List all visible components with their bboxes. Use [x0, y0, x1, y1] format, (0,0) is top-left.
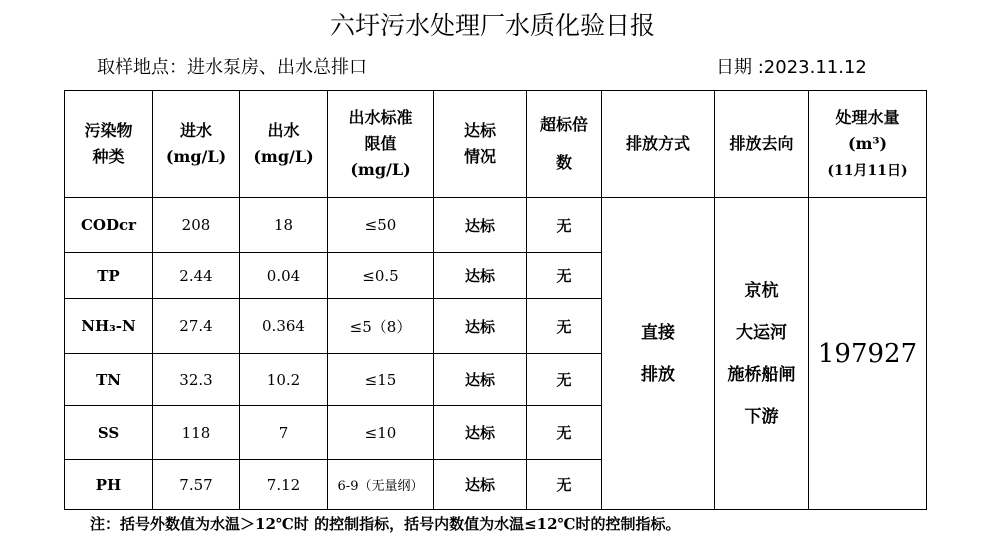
header-inflow: 进水 (mg/L)	[153, 91, 240, 198]
header-discharge-dest: 排放去向	[715, 91, 809, 198]
inflow-cell: 27.4	[153, 299, 240, 354]
limit-cell: ≤0.5	[328, 253, 434, 299]
status-cell: 达标	[434, 299, 527, 354]
outflow-cell: 0.364	[240, 299, 328, 354]
exceed-cell: 无	[527, 354, 602, 406]
outflow-cell: 7	[240, 406, 328, 460]
limit-cell: ≤5（8）	[328, 299, 434, 354]
outflow-cell: 10.2	[240, 354, 328, 406]
exceed-cell: 无	[527, 406, 602, 460]
outflow-cell: 18	[240, 198, 328, 253]
header-volume: 处理水量 (m³) (11月11日)	[809, 91, 927, 198]
volume-cell: 197927	[809, 198, 927, 510]
pollutant-cell: PH	[65, 460, 153, 510]
status-cell: 达标	[434, 198, 527, 253]
status-cell: 达标	[434, 354, 527, 406]
pollutant-cell: SS	[65, 406, 153, 460]
status-cell: 达标	[434, 406, 527, 460]
limit-cell: ≤50	[328, 198, 434, 253]
limit-cell: ≤10	[328, 406, 434, 460]
pollutant-cell: CODcr	[65, 198, 153, 253]
limit-cell: 6-9（无量纲）	[328, 460, 434, 510]
header-status: 达标 情况	[434, 91, 527, 198]
exceed-cell: 无	[527, 198, 602, 253]
inflow-cell: 2.44	[153, 253, 240, 299]
status-cell: 达标	[434, 253, 527, 299]
sampling-location: 取样地点：进水泵房、出水总排口	[97, 57, 367, 78]
pollutant-cell: TP	[65, 253, 153, 299]
discharge-method-cell: 直接 排放	[602, 198, 715, 510]
exceed-cell: 无	[527, 299, 602, 354]
inflow-cell: 208	[153, 198, 240, 253]
inflow-cell: 32.3	[153, 354, 240, 406]
table-row	[65, 198, 927, 253]
outflow-cell: 7.12	[240, 460, 328, 510]
pollutant-cell: TN	[65, 354, 153, 406]
inflow-cell: 7.57	[153, 460, 240, 510]
exceed-cell: 无	[527, 253, 602, 299]
status-cell: 达标	[434, 460, 527, 510]
exceed-cell: 无	[527, 460, 602, 510]
header-outflow: 出水 (mg/L)	[240, 91, 328, 198]
discharge-dest-cell: 京杭 大运河 施桥船闸 下游	[715, 198, 809, 510]
header-exceed: 超标倍 数	[527, 91, 602, 198]
footnote: 注：括号外数值为水温＞12℃时 的控制指标，括号内数值为水温≤12℃时的控制指标。	[90, 515, 681, 533]
header-discharge-method: 排放方式	[602, 91, 715, 198]
report-title: 六圩污水处理厂水质化验日报	[329, 11, 655, 40]
inflow-cell: 118	[153, 406, 240, 460]
water-quality-table	[64, 90, 927, 510]
header-pollutant: 污染物 种类	[65, 91, 153, 198]
report-date: 日期 :2023.11.12	[716, 57, 867, 78]
table-header-row	[65, 91, 927, 198]
outflow-cell: 0.04	[240, 253, 328, 299]
header-limit: 出水标准 限值 (mg/L)	[328, 91, 434, 198]
limit-cell: ≤15	[328, 354, 434, 406]
pollutant-cell: NH₃-N	[65, 299, 153, 354]
